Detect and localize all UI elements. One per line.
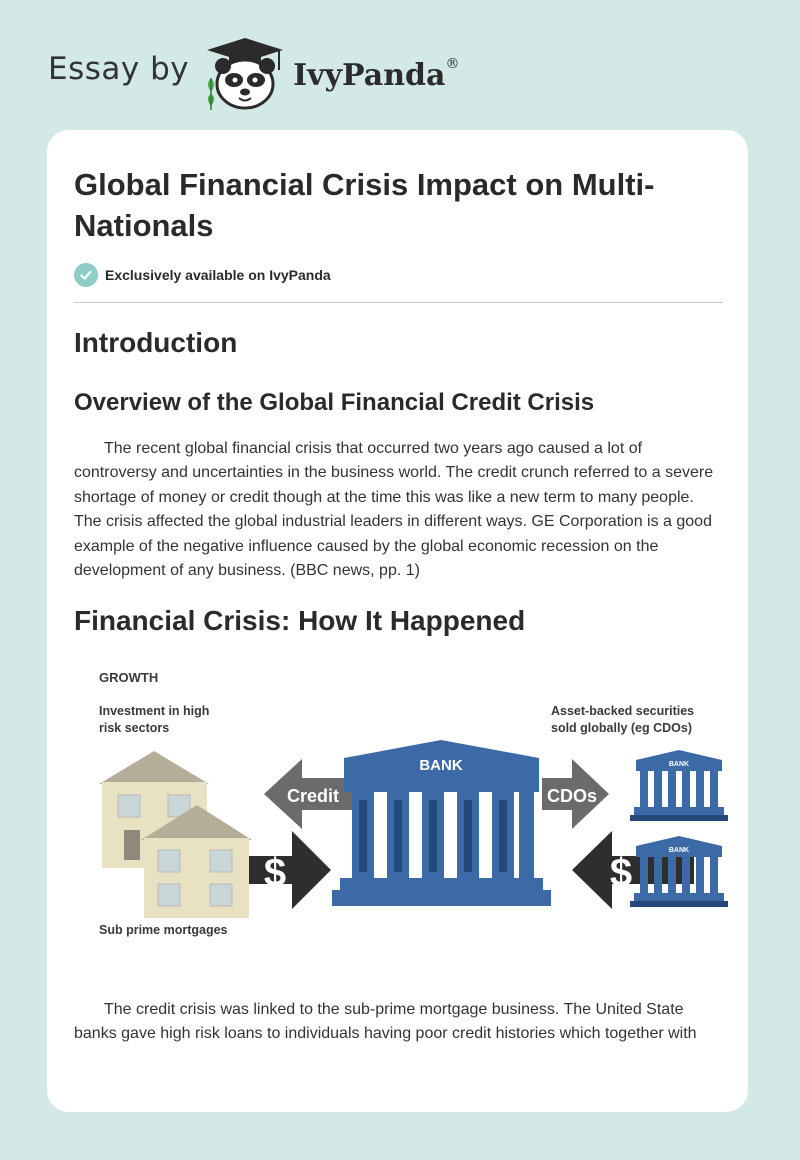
left-caption-line1: Investment in high [99, 704, 210, 718]
brand-name[interactable]: IvyPanda® [293, 55, 460, 93]
left-caption-line2: risk sectors [99, 721, 170, 735]
svg-text:BANK: BANK [668, 761, 690, 768]
svg-text:BANK: BANK [668, 847, 690, 854]
page-title: Global Financial Crisis Impact on Multi-Nationals [74, 167, 655, 243]
dollar-sign-left: $ [263, 851, 287, 895]
bank-building-icon [332, 740, 551, 906]
badge-text: Exclusively available on IvyPanda [105, 267, 331, 283]
credit-label: Credit [286, 786, 340, 806]
dollar-sign-right: $ [609, 851, 633, 895]
credit-crisis-diagram [94, 660, 734, 950]
bank-label: BANK [419, 757, 463, 774]
right-caption-line1: Asset-backed securities [551, 704, 695, 718]
divider [74, 302, 723, 303]
panda-logo-icon[interactable] [203, 36, 287, 112]
credit-arrow [264, 759, 354, 829]
brand-header [48, 34, 459, 114]
check-circle-icon [74, 263, 98, 287]
growth-label: GROWTH [99, 670, 159, 685]
bottom-caption: Sub prime mortgages [99, 923, 228, 937]
paragraph-credit-crisis: The credit crisis was linked to the sub-prime mortgage business. The United State banks gave high risk loans to individuals having poor credit histories which together with [74, 1001, 697, 1043]
right-caption-line2: sold globally (eg CDOs) [551, 721, 692, 735]
exclusive-badge [74, 263, 331, 287]
essay-card [47, 130, 748, 1112]
subheading-how-it-happened: Financial Crisis: How It Happened [74, 605, 526, 636]
dollar-arrow-left [249, 831, 331, 909]
subheading-overview: Overview of the Global Financial Credit Crisis [74, 389, 595, 416]
brand-prefix: Essay by [48, 51, 190, 87]
section-heading-introduction: Introduction [74, 327, 238, 358]
paragraph-overview: The recent global financial crisis that occurred two years ago caused a lot of controversy and uncertainties in the business world. The credit crunch referred to a severe shortage of money or credit though at the time this was like a new term to many people. The crisis affected the global industrial leaders in different ways. GE Corporation is a good example of the negative influence caused by the global economic recession on the development of any business. (BBC news, pp. 1) [74, 440, 714, 580]
registered-mark: ® [445, 55, 460, 72]
cdos-label: CDOs [546, 786, 598, 806]
small-bank-top-icon [630, 750, 728, 821]
cdos-arrow [542, 759, 609, 829]
